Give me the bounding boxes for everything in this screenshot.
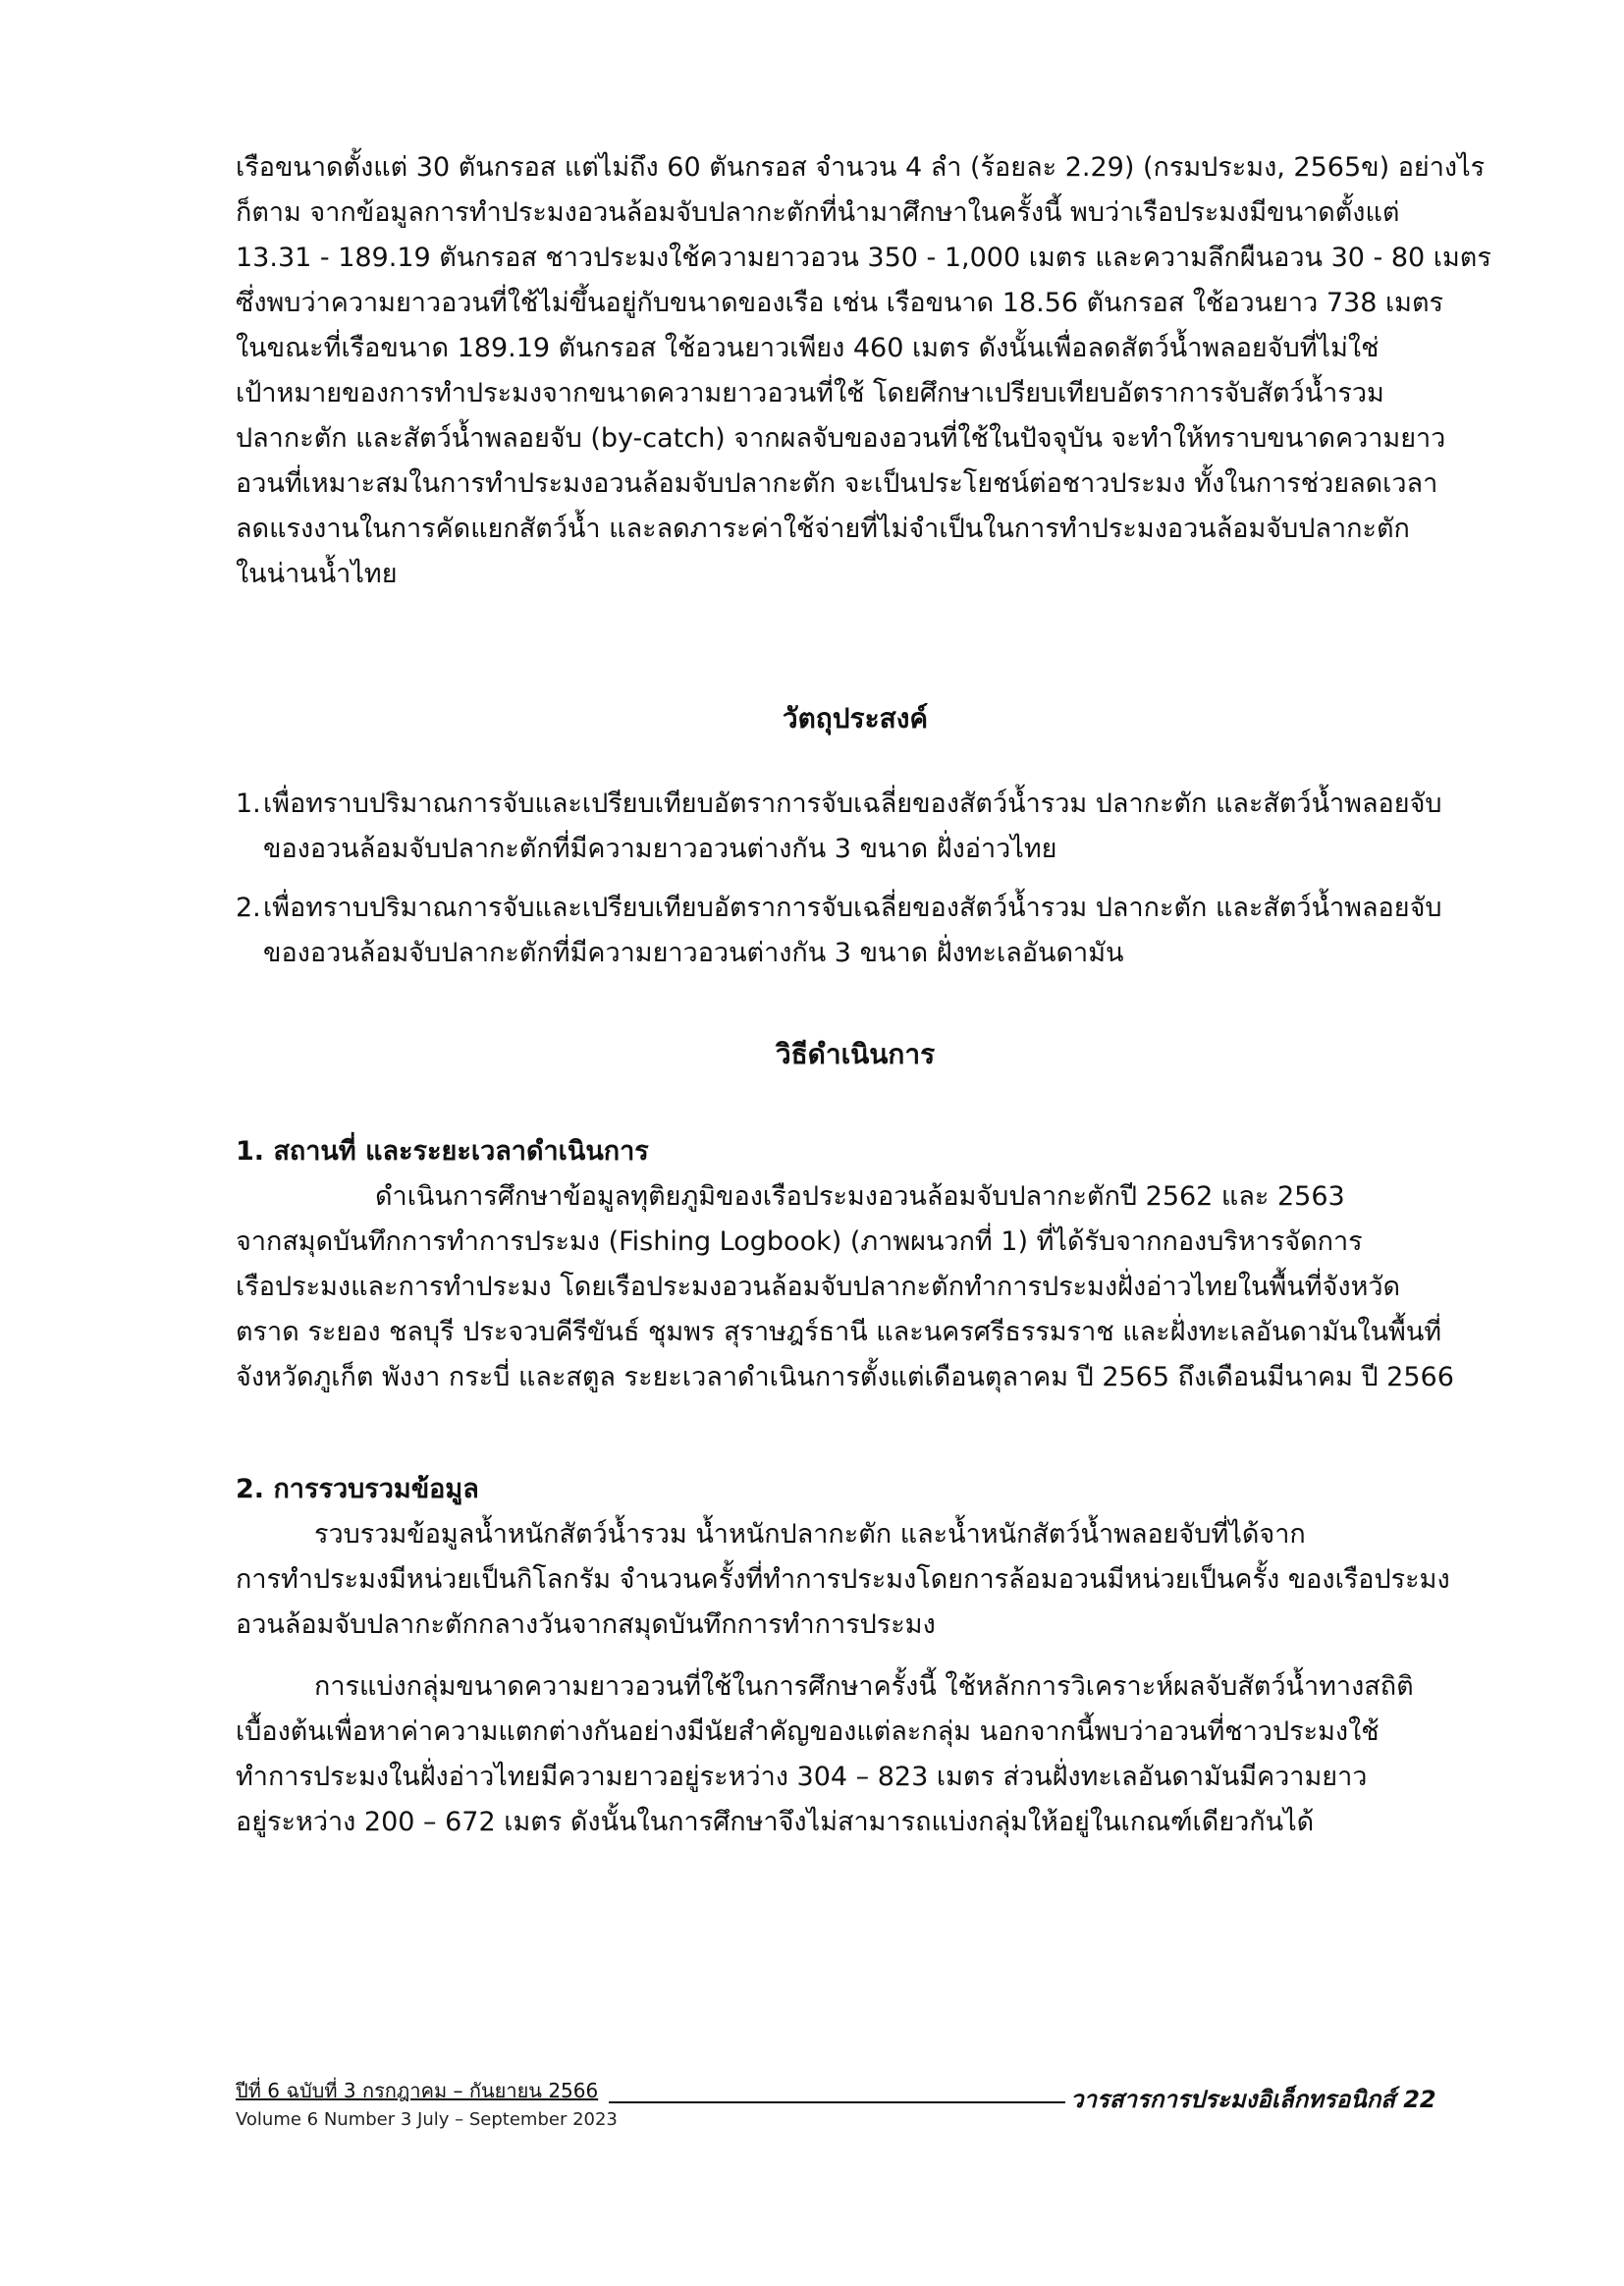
objective-line: เพื่อทราบปริมาณการจับและเปรียบเทียบอัตราการจับเฉลี่ยของสัตว์น้ำรวม ปลากะตัก และสัตว์น้ำพลอยจับ [263,789,1442,819]
footer-divider [609,2101,1065,2103]
paragraph-line: ลดแรงงานในการคัดแยกสัตว์น้ำ และลดภาระค่าใช้จ่ายที่ไม่จำเป็นในการทำประมงอวนล้อมจับปลากะตัก [236,514,1410,544]
footer-issue [236,2076,618,2135]
section-2-title: 2. การรวบรวมข้อมูล [236,1474,479,1504]
paragraph-line: อยู่ระหว่าง 200 – 672 เมตร ดังนั้นในการศึกษาจึงไม่สามารถแบ่งกลุ่มให้อยู่ในเกณฑ์เดียวกันได้ [236,1807,1315,1837]
list-number: 1. [236,789,261,819]
footer-journal-title: วารสารการประมงอิเล็กทรอนิกส์ 22 [1070,2086,1436,2113]
paragraph-line: เบื้องต้นเพื่อหาค่าความแตกต่างกันอย่างมีนัยสำคัญของแต่ละกลุ่ม นอกจากนี้พบว่าอวนที่ชาวประมงใช้ [236,1716,1380,1747]
paragraph-line: เป้าหมายของการทำประมงจากขนาดความยาวอวนที่ใช้ โดยศึกษาเปรียบเทียบอัตราการจับสัตว์น้ำรวม [236,378,1384,408]
objective-item-2 [236,886,1483,976]
objectives-heading: วัตถุประสงค์ [782,702,929,735]
paragraph-line: ตราด ระยอง ชลบุรี ประจวบคีรีขันธ์ ชุมพร สุราษฎร์ธานี และนครศรีธรรมราช และฝั่งทะเลอันดามันในพื้นที่ [236,1317,1442,1347]
paragraph-line: รวบรวมข้อมูลน้ำหนักสัตว์น้ำรวม น้ำหนักปลากะตัก และน้ำหนักสัตว์น้ำพลอยจับที่ได้จาก [314,1519,1306,1550]
paragraph-line: เรือประมงและการทำประมง โดยเรือประมงอวนล้อมจับปลากะตักทำการประมงฝั่งอ่าวไทยในพื้นที่จังหวัด [236,1272,1401,1302]
footer-issue-thai: ปีที่ 6 ฉบับที่ 3 กรกฎาคม – กันยายน 2566 [236,2079,599,2102]
section-1-paragraph [236,1174,1475,1400]
paragraph-line: การทำประมงมีหน่วยเป็นกิโลกรัม จำนวนครั้งที่ทำการประมงโดยการล้อมอวนมีหน่วยเป็นครั้ง ของเรือประมง [236,1564,1450,1595]
paragraph-line: ทำการประมงในฝั่งอ่าวไทยมีความยาวอยู่ระหว่าง 304 – 823 เมตร ส่วนฝั่งทะเลอันดามันมีความยาว [236,1762,1368,1792]
paragraph-line: จากสมุดบันทึกการทำการประมง (Fishing Logbook) (ภาพผนวกที่ 1) ที่ได้รับจากกองบริหารจัดการ [236,1226,1363,1257]
paragraph-line: อวนล้อมจับปลากะตักกลางวันจากสมุดบันทึกการทำการประมง [236,1609,936,1640]
paragraph-line: การแบ่งกลุ่มขนาดความยาวอวนที่ใช้ในการศึกษาครั้งนี้ ใช้หลักการวิเคราะห์ผลจับสัตว์น้ำทางสถิติ [314,1671,1414,1702]
intro-paragraph [236,145,1491,597]
objective-line: เพื่อทราบปริมาณการจับและเปรียบเทียบอัตราการจับเฉลี่ยของสัตว์น้ำรวม ปลากะตัก และสัตว์น้ำพลอยจับ [263,893,1442,923]
section-2-paragraph-1 [236,1512,1475,1648]
footer-issue-english: Volume 6 Number 3 July – September 2023 [236,2109,618,2130]
section-2-paragraph-2 [236,1664,1475,1845]
section-1-title: 1. สถานที่ และระยะเวลาดำเนินการ [236,1136,649,1167]
objective-line: ของอวนล้อมจับปลากะตักที่มีความยาวอวนต่างกัน 3 ขนาด ฝั่งอ่าวไทย [263,834,1057,864]
paragraph-line: ดำเนินการศึกษาข้อมูลทุติยภูมิของเรือประมงอวนล้อมจับปลากะตักปี 2562 และ 2563 [375,1181,1345,1212]
paragraph-line: จังหวัดภูเก็ต พังงา กระบี่ และสตูล ระยะเวลาดำเนินการตั้งแต่เดือนตุลาคม ปี 2565 ถึงเดือนมีนาคม ปี 2566 [236,1362,1454,1392]
paragraph-line: เรือขนาดตั้งแต่ 30 ตันกรอส แต่ไม่ถึง 60 ตันกรอส จำนวน 4 ลำ (ร้อยละ 2.29) (กรมประมง, 2565ข) อย่างไร [236,152,1486,183]
paragraph-line: ซึ่งพบว่าความยาวอวนที่ใช้ไม่ขึ้นอยู่กับขนาดของเรือ เช่น เรือขนาด 18.56 ตันกรอส ใช้อวนยาว 738 เมตร [236,288,1444,318]
paragraph-line: ปลากะตัก และสัตว์น้ำพลอยจับ (by-catch) จากผลจับของอวนที่ใช้ในปัจจุบัน จะทำให้ทราบขนาดความยาว [236,423,1446,454]
objective-line: ของอวนล้อมจับปลากะตักที่มีความยาวอวนต่างกัน 3 ขนาด ฝั่งทะเลอันดามัน [263,938,1124,968]
objective-item-1 [236,782,1483,872]
paragraph-line: อวนที่เหมาะสมในการทำประมงอวนล้อมจับปลากะตัก จะเป็นประโยชน์ต่อชาวประมง ทั้งในการช่วยลดเวลา [236,468,1438,499]
paragraph-line: ในขณะที่เรือขนาด 189.19 ตันกรอส ใช้อวนยาวเพียง 460 เมตร ดังนั้นเพื่อลดสัตว์น้ำพลอยจับที่ไม่ใช่ [236,333,1380,363]
methods-heading: วิธีดำเนินการ [775,1038,936,1070]
paragraph-line: 13.31 - 189.19 ตันกรอส ชาวประมงใช้ความยาวอวน 350 - 1,000 เมตร และความลึกผืนอวน 30 - 80 เมตร [236,243,1491,273]
paragraph-line: ก็ตาม จากข้อมูลการทำประมงอวนล้อมจับปลากะตักที่นำมาศึกษาในครั้งนี้ พบว่าเรือประมงมีขนาดตั้งแต่ [236,197,1400,228]
list-number: 2. [236,893,261,923]
paragraph-line: ในน่านน้ำไทย [236,559,398,589]
